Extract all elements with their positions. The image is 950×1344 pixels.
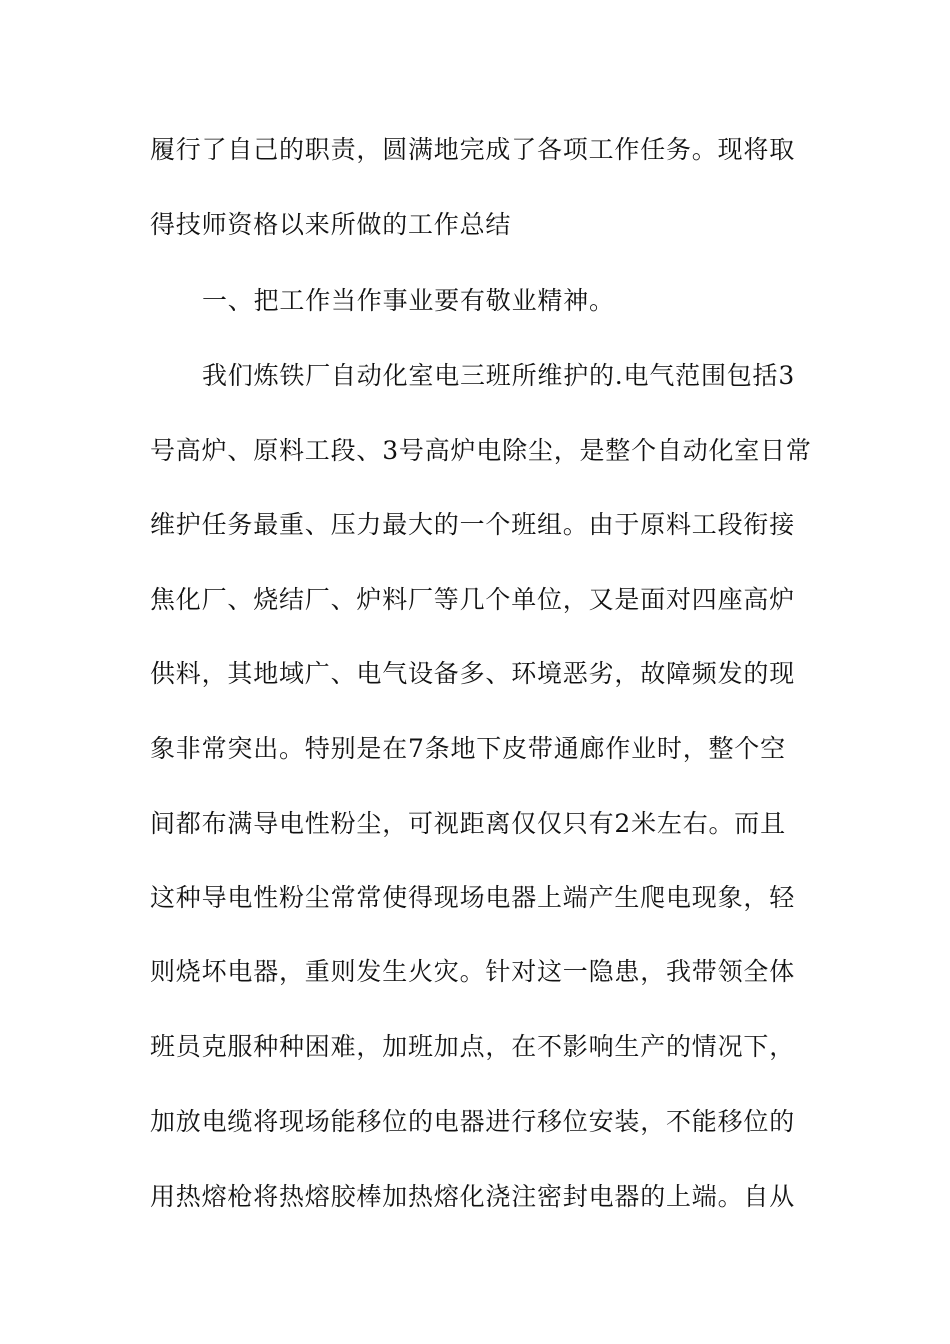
paragraph-line: 号高炉、原料工段、3号高炉电除尘，是整个自动化室日常: [150, 436, 812, 465]
paragraph-line: 维护任务最重、压力最大的一个班组。由于原料工段衔接: [150, 510, 796, 539]
paragraph-line: 则烧坏电器，重则发生火灾。针对这一隐患，我带领全体: [150, 957, 796, 986]
section-heading: 一、把工作当作事业要有敬业精神。: [202, 286, 615, 315]
paragraph-line: 这种导电性粉尘常常使得现场电器上端产生爬电现象，轻: [150, 883, 796, 912]
paragraph-line: 我们炼铁厂自动化室电三班所维护的.电气范围包括3: [202, 361, 796, 390]
paragraph-line: 焦化厂、烧结厂、炉料厂等几个单位，又是面对四座高炉: [150, 585, 796, 614]
paragraph-line: 象非常突出。特别是在7条地下皮带通廊作业时，整个空: [150, 734, 786, 763]
paragraph-line: 班员克服种种困难，加班加点，在不影响生产的情况下，: [150, 1032, 796, 1061]
paragraph-line: 供料，其地域广、电气设备多、环境恶劣，故障频发的现: [150, 659, 796, 688]
paragraph-line: 履行了自己的职责，圆满地完成了各项工作任务。现将取: [150, 135, 796, 164]
paragraph-line: 间都布满导电性粉尘，可视距离仅仅只有2米左右。而且: [150, 809, 786, 838]
paragraph-line: 得技师资格以来所做的工作总结: [150, 210, 512, 239]
paragraph-line: 加放电缆将现场能移位的电器进行移位安装，不能移位的: [150, 1107, 796, 1136]
paragraph-line: 用热熔枪将热熔胶棒加热熔化浇注密封电器的上端。自从: [150, 1182, 796, 1211]
